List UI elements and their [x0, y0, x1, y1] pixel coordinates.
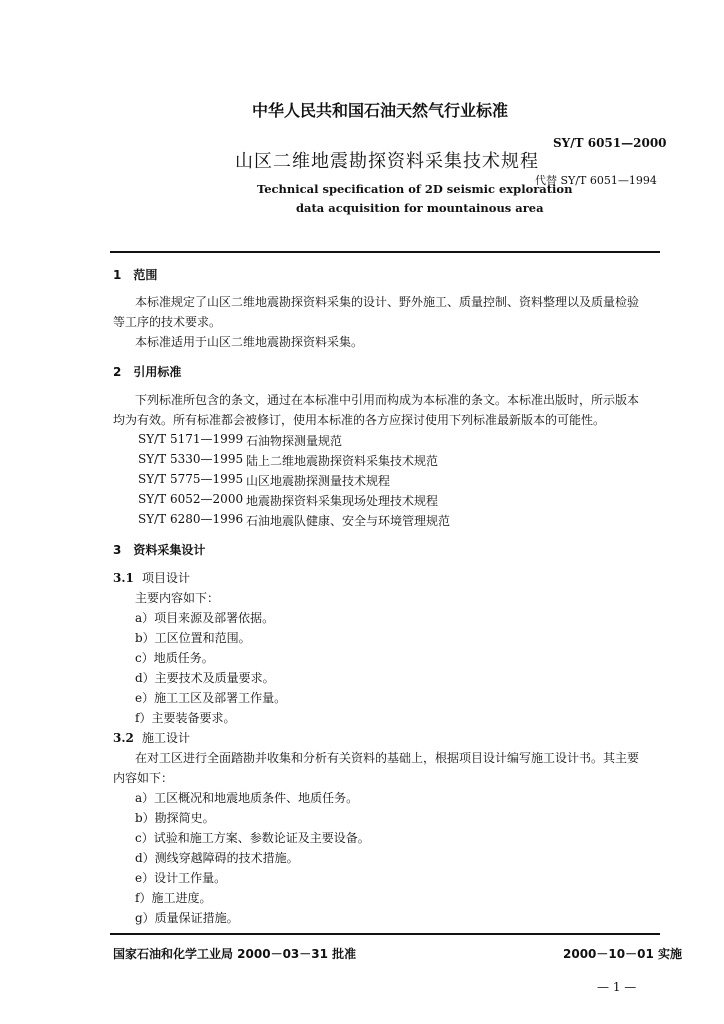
list-item: e）设计工作量。	[135, 871, 227, 885]
effective-date: 2000－10－01 实施	[563, 947, 682, 961]
list-item: f）主要装备要求。	[135, 711, 236, 725]
section-2-paragraph-line2: 均为有效。所有标准都会被修订，使用本标准的各方应探讨使用下列标准最新版本的可能性。	[113, 413, 606, 427]
reference-code: SY/T 5330—1995	[138, 452, 244, 466]
header-rule	[110, 251, 660, 253]
subsection-3-2-paragraph-line1: 在对工区进行全面踏勘并收集和分析有关资料的基础上，根据项目设计编写施工设计书。其主要	[135, 751, 640, 765]
section-1-paragraph-2: 本标准适用于山区二维地震勘探资料采集。	[135, 335, 364, 349]
section-2-paragraph-line1: 下列标准所包含的条文，通过在本标准中引用而构成为本标准的条文。本标准出版时，所示版本	[135, 393, 640, 407]
list-item: a）工区概况和地震地质条件、地质任务。	[135, 791, 359, 805]
subsection-3-1-number: 3.1	[113, 571, 134, 585]
list-item: b）工区位置和范围。	[135, 631, 251, 645]
reference-title: 石油地震队健康、安全与环境管理规范	[246, 514, 451, 528]
reference-title: 陆上二维地震勘探资料采集技术规范	[246, 454, 439, 468]
replaces-standard: 代替 SY/T 6051—1994	[535, 174, 657, 187]
english-title-line1: Technical specification of 2D seismic exploration	[257, 182, 573, 196]
section-3-heading: 3 资料采集设计	[113, 543, 206, 557]
list-item: f）施工进度。	[135, 891, 212, 905]
section-1-paragraph-line2: 等工序的技术要求。	[113, 315, 222, 329]
section-1-paragraph-line1: 本标准规定了山区二维地震勘探资料采集的设计、野外施工、质量控制、资料整理以及质量检验	[135, 295, 640, 309]
section-2-heading: 2 引用标准	[113, 365, 182, 379]
list-item: c）地质任务。	[135, 651, 214, 665]
approval-line: 国家石油和化学工业局 2000－03－31 批准	[113, 947, 357, 961]
org-title: 中华人民共和国石油天然气行业标准	[252, 101, 509, 120]
reference-title: 山区地震勘探测量技术规程	[246, 474, 391, 488]
subsection-3-2-heading: 施工设计	[142, 731, 191, 745]
list-item: c）试验和施工方案、参数论证及主要设备。	[135, 831, 370, 845]
subsection-3-2-paragraph-line2: 内容如下：	[113, 771, 174, 785]
reference-code: SY/T 5775—1995	[138, 472, 244, 486]
document-title: 山区二维地震勘探资料采集技术规程	[235, 151, 539, 172]
list-item: d）主要技术及质量要求。	[135, 671, 275, 685]
reference-title: 石油物探测量规范	[246, 434, 343, 448]
standard-code: SY/T 6051—2000	[553, 136, 667, 150]
reference-code: SY/T 6280—1996	[138, 512, 244, 526]
english-title-line2: data acquisition for mountainous area	[296, 201, 544, 215]
subsection-3-2-number: 3.2	[113, 731, 134, 745]
subsection-3-1-intro: 主要内容如下：	[135, 591, 220, 605]
list-item: b）勘探简史。	[135, 811, 215, 825]
reference-title: 地震勘探资料采集现场处理技术规程	[246, 494, 439, 508]
list-item: g）质量保证措施。	[135, 911, 239, 925]
footer-rule	[110, 933, 660, 935]
list-item: e）施工工区及部署工作量。	[135, 691, 287, 705]
section-1-heading: 1 范围	[113, 268, 158, 282]
page-number: — 1 —	[597, 980, 637, 994]
subsection-3-1-heading: 项目设计	[142, 571, 191, 585]
list-item: a）项目来源及部署依据。	[135, 611, 275, 625]
reference-code: SY/T 5171—1999	[138, 432, 244, 446]
list-item: d）测线穿越障碍的技术措施。	[135, 851, 299, 865]
reference-code: SY/T 6052—2000	[138, 492, 244, 506]
